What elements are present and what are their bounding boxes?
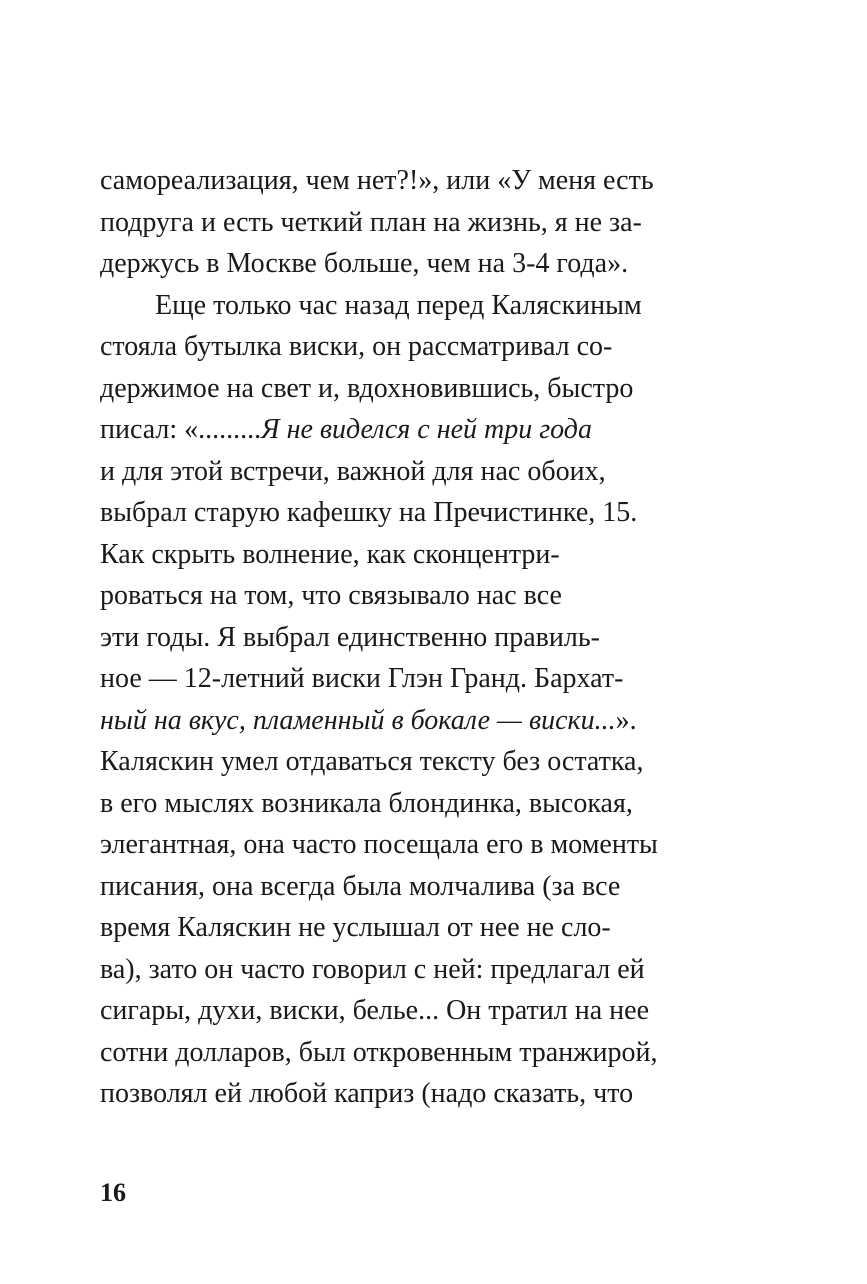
italic-quote-line: эти годы. Я выбрал единственно правиль-: [100, 621, 600, 653]
text-line: в его мыслях возникала блондинка, высокая,: [100, 787, 633, 819]
italic-quote-line: и для этой встречи, важной для нас обоих,: [100, 455, 606, 487]
text-line: время Каляскин не услышал от нее не сло-: [100, 912, 611, 943]
text-line: подруга и есть четкий план на жизнь, я не за-: [100, 206, 642, 238]
text-line: держусь в Москве больше, чем на 3-4 года».: [100, 248, 629, 279]
italic-quote-segment: ный на вкус, пламенный в бокале — виски...: [100, 704, 616, 736]
text-line: [100, 700, 780, 742]
text-line: держимое на свет и, вдохновившись, быстро: [100, 372, 634, 404]
text-segment: ».: [615, 704, 637, 736]
italic-quote-line: ное — 12-летний виски Глэн Гранд. Бархат-: [100, 663, 624, 694]
text-line: позволял ей любой каприз (надо сказать, что: [100, 1078, 634, 1109]
italic-quote-segment: Я не виделся с ней три года: [261, 414, 592, 445]
italic-quote-line: Как скрыть волнение, как сконцентри-: [100, 538, 560, 570]
text-line: писания, она всегда была молчалива (за все: [100, 870, 621, 902]
italic-quote-line: выбрал старую кафешку на Пречистинке, 15.: [100, 497, 638, 528]
text-line: Каляскин умел отдаваться тексту без остатка,: [100, 746, 644, 777]
text-line: элегантная, она часто посещала его в моменты: [100, 829, 658, 860]
italic-quote-line: роваться на том, что связывало нас все: [100, 580, 562, 611]
text-line: сигары, духи, виски, белье... Он тратил на нее: [100, 995, 649, 1026]
paragraph-start-line: Еще только час назад перед Каляскиным: [155, 289, 642, 321]
text-line: стояла бутылка виски, он рассматривал со-: [100, 331, 613, 362]
text-line: сотни долларов, был откровенным транжирой,: [100, 1036, 658, 1068]
text-line: ва), зато он часто говорил с ней: предлагал ей: [100, 953, 645, 985]
text-line: самореализация, чем нет?!», или «У меня есть: [100, 165, 654, 196]
page-number: 16: [100, 1178, 126, 1207]
text-line: [100, 409, 780, 451]
text-segment: писал: «.........: [100, 414, 262, 445]
body-text: [100, 160, 780, 1115]
